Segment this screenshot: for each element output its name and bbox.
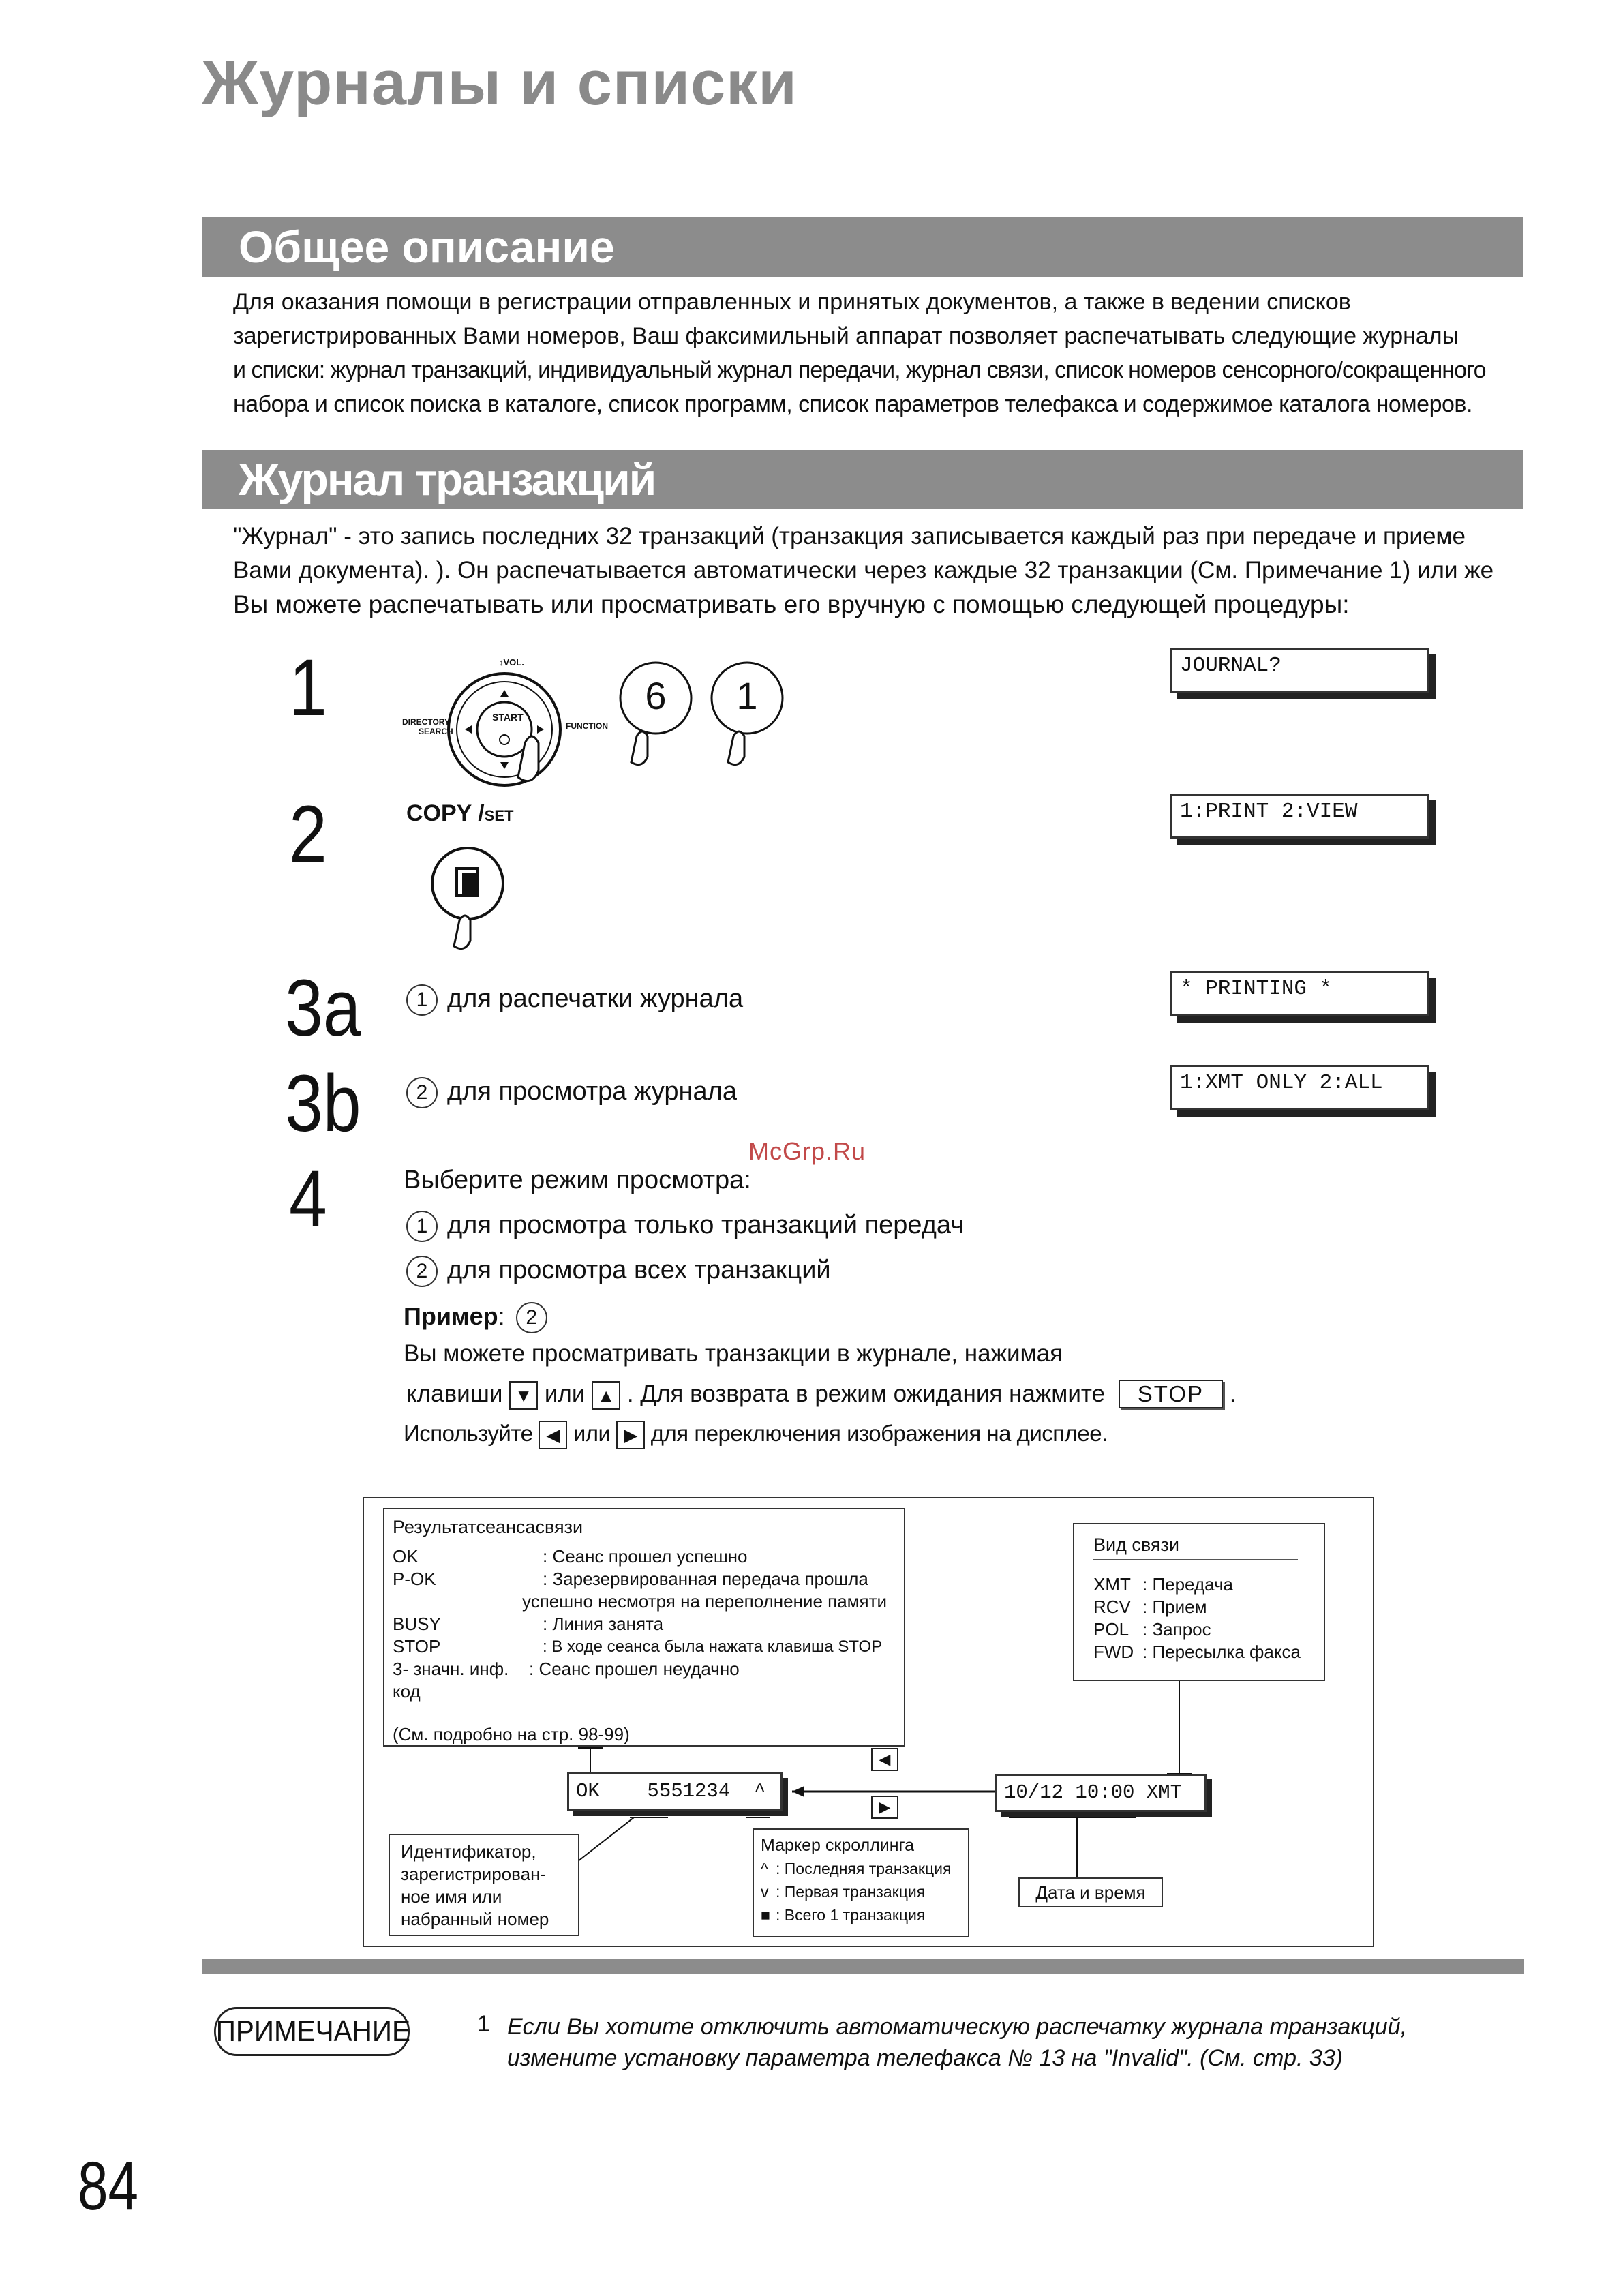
journal-line: "Журнал" - это запись последних 32 транзакций (транзакция записывается каждый раз при передаче и приеме [233, 523, 1466, 549]
watermark-text: McGrp.Ru [748, 1137, 866, 1165]
keys-label: клавиши [406, 1380, 503, 1407]
comm-row [1093, 1641, 1324, 1663]
option-1-label: для просмотра только транзакций передач [447, 1211, 964, 1240]
return-text: . Для возврата в режим ожидания нажмите [626, 1380, 1106, 1407]
step-4-option-2 [406, 1256, 831, 1287]
switch-text: для переключения изображения на дисплее. [650, 1421, 1108, 1446]
scroll-desc: : Последняя транзакция [776, 1860, 952, 1877]
result-desc: : Зарезервированная передача прошла [543, 1569, 868, 1589]
general-line: набора и список поиска в каталоге, список программ, список параметров телефакса и содержимое каталога номеров. [233, 391, 1472, 417]
right-arrow-key[interactable] [616, 1421, 645, 1449]
copy-set-button[interactable] [427, 845, 515, 954]
note-text [507, 2011, 1407, 2074]
step-3a-text [406, 984, 743, 1016]
down-arrow-key[interactable] [509, 1381, 538, 1410]
page-title: Журналы и списки [202, 48, 798, 118]
up-arrow-icon: ▲ [597, 1385, 615, 1406]
comm-desc: : Запрос [1142, 1619, 1211, 1640]
lcd-display-step2: 1:PRINT 2:VIEW [1170, 794, 1429, 839]
step-3b-text [406, 1077, 737, 1108]
result-title: Результатсеансасвязи [393, 1517, 583, 1537]
journal-line: Вами документа). ). Он распечатывается автоматически через каждые 32 транзакции (См. Примечание 1) или же [233, 557, 1494, 584]
datetime-box: Дата и время [1018, 1877, 1163, 1907]
step-number-1: 1 [289, 643, 327, 733]
result-code: 3- значн. инф. код [393, 1659, 509, 1702]
example-line [404, 1302, 557, 1333]
example-line-3 [404, 1421, 1108, 1449]
result-desc: : В ходе сеанса была нажата клавиша STOP [543, 1637, 883, 1656]
function-label: FUNCTION [566, 721, 608, 731]
result-code: STOP [393, 1636, 441, 1657]
step-number-2: 2 [289, 789, 327, 879]
key-6-label: 6 [645, 674, 667, 717]
or-label: или [573, 1421, 611, 1446]
search-label: SEARCH [419, 727, 453, 736]
left-arrow-icon: ◀ [879, 1751, 891, 1768]
result-code: BUSY [393, 1614, 441, 1634]
journal-display-diagram [363, 1497, 1374, 1947]
note-line: измените установку параметра телефакса № 13 на "Invalid". (См. стр. 33) [507, 2045, 1344, 2071]
result-desc: : Сеанс прошел успешно [543, 1546, 748, 1567]
circled-key-2[interactable]: 2 [406, 1256, 438, 1287]
comm-row [1093, 1618, 1324, 1641]
comm-desc: : Пересылка факса [1142, 1642, 1301, 1662]
scroll-row [761, 1903, 968, 1927]
scroll-desc: : Всего 1 транзакция [776, 1906, 926, 1924]
result-row [393, 1635, 904, 1658]
step-4-intro: Выберите режим просмотра: [404, 1166, 751, 1194]
key-6-button[interactable] [618, 661, 697, 743]
comm-type-box [1073, 1523, 1325, 1681]
step-4-option-1 [406, 1211, 964, 1242]
comm-desc: : Передача [1142, 1574, 1234, 1595]
comm-desc: : Прием [1142, 1597, 1207, 1617]
lcd-display-step1: JOURNAL? [1170, 648, 1429, 693]
general-line: и списки: журнал транзакций, индивидуальный журнал передачи, журнал связи, список номеров сенсорного/сокращенного [233, 357, 1486, 383]
period: . [1229, 1380, 1237, 1407]
scroll-title: Маркер скроллинга [761, 1836, 914, 1855]
result-desc: : Сеанс прошел неудачно [529, 1659, 740, 1679]
right-arrow-icon: ▶ [879, 1798, 891, 1815]
copy-label: COPY / [406, 800, 485, 826]
example-line-1: Вы можете просматривать транзакции в журнале, нажимая [404, 1340, 1063, 1367]
directory-label: DIRECTORY [402, 717, 451, 727]
journal-paragraph [233, 519, 1528, 622]
result-code [393, 1590, 522, 1613]
general-line: зарегистрированных Вами номеров, Ваш факсимильный аппарат позволяет распечатывать следующие журналы [233, 323, 1459, 349]
result-row [393, 1590, 904, 1613]
scroll-desc: : Первая транзакция [776, 1883, 926, 1901]
identifier-line: набранный номер [401, 1909, 549, 1929]
result-desc: : Линия занята [543, 1614, 664, 1634]
stop-key[interactable]: STOP [1119, 1380, 1223, 1408]
identifier-line: ное имя или [401, 1886, 502, 1907]
left-arrow-icon: ◀ [546, 1425, 560, 1446]
result-ref: (См. подробно на стр. 98-99) [393, 1724, 630, 1744]
step-number-3a: 3a [285, 963, 361, 1053]
identifier-box [389, 1834, 579, 1936]
step-number-3b: 3b [285, 1059, 361, 1149]
comm-code: POL [1093, 1619, 1129, 1640]
section-heading-journal: Журнал транзакций [202, 450, 1523, 509]
step-3a-label: для распечатки журнала [447, 984, 744, 1014]
circled-key-1[interactable]: 1 [406, 1211, 438, 1242]
step-3b-label: для просмотра журнала [447, 1077, 737, 1106]
note-badge: ПРИМЕЧАНИЕ [214, 2007, 410, 2056]
page-number: 84 [78, 2148, 138, 2224]
example-colon: : [498, 1302, 505, 1330]
right-arrow-key[interactable] [871, 1796, 898, 1819]
example-line-2 [406, 1380, 1236, 1410]
comm-code: RCV [1093, 1597, 1131, 1617]
key-1-label: 1 [736, 674, 758, 717]
result-desc: успешно несмотря на переполнение памяти [522, 1591, 888, 1612]
down-arrow-icon: ▼ [515, 1385, 532, 1406]
scroll-row [761, 1857, 968, 1880]
circled-key-2[interactable]: 2 [516, 1302, 547, 1333]
up-arrow-key[interactable] [592, 1381, 620, 1410]
scroll-down-icon: v [761, 1883, 769, 1901]
result-row [393, 1613, 904, 1635]
copy-button-icon [427, 845, 515, 954]
comm-row [1093, 1596, 1324, 1618]
result-code: OK [393, 1546, 419, 1567]
note-number: 1 [477, 2011, 490, 2037]
comm-row [1093, 1573, 1324, 1596]
lcd-display-step3b: 1:XMT ONLY 2:ALL [1170, 1065, 1429, 1110]
result-legend-box [383, 1508, 905, 1747]
left-arrow-key[interactable] [871, 1748, 898, 1771]
control-panel-illustration [402, 654, 607, 791]
key-1-button[interactable] [709, 661, 788, 743]
section-divider [202, 1959, 1524, 1974]
right-arrow-icon: ▶ [624, 1425, 637, 1446]
option-2-label: для просмотра всех транзакций [447, 1256, 831, 1285]
identifier-line: Идентификатор, [401, 1841, 536, 1862]
lcd-journal-right: 10/12 10:00 XMT [995, 1774, 1207, 1812]
circled-key-1[interactable]: 1 [406, 984, 438, 1016]
result-row [393, 1545, 904, 1568]
result-row [393, 1568, 904, 1590]
use-label: Используйте [404, 1421, 533, 1446]
step-number-4: 4 [289, 1154, 327, 1244]
comm-title: Вид связи [1093, 1534, 1298, 1560]
set-label: SET [484, 807, 514, 824]
note-line: Если Вы хотите отключить автоматическую распечатку журнала транзакций, [507, 2014, 1408, 2040]
scroll-row [761, 1880, 968, 1903]
start-label: START [492, 712, 524, 723]
vol-label: ↕VOL. [499, 657, 524, 667]
result-code: P-OK [393, 1569, 436, 1589]
copy-set-label [406, 800, 513, 827]
example-label: Пример [404, 1302, 498, 1330]
lcd-display-step3a: * PRINTING * [1170, 971, 1429, 1016]
general-line: Для оказания помощи в регистрации отправленных и принятых документов, а также в ведении списков [233, 289, 1351, 315]
scroll-up-icon: ^ [761, 1860, 768, 1877]
section-heading-general: Общее описание [202, 217, 1523, 277]
identifier-line: зарегистрирован- [401, 1864, 547, 1884]
scroll-marker-box [753, 1828, 969, 1937]
scroll-single-icon: ■ [761, 1906, 770, 1924]
comm-code: FWD [1093, 1642, 1134, 1662]
lcd-journal-left: OK 5551234 ^ [567, 1772, 783, 1811]
general-paragraph [233, 285, 1528, 421]
comm-code: XMT [1093, 1574, 1131, 1595]
journal-line: Вы можете распечатывать или просматривать его вручную с помощью следующей процедуры: [233, 590, 1350, 618]
result-row [393, 1658, 904, 1703]
circled-key-2[interactable]: 2 [406, 1077, 438, 1108]
left-arrow-key[interactable] [539, 1421, 567, 1449]
or-label: или [544, 1380, 586, 1407]
